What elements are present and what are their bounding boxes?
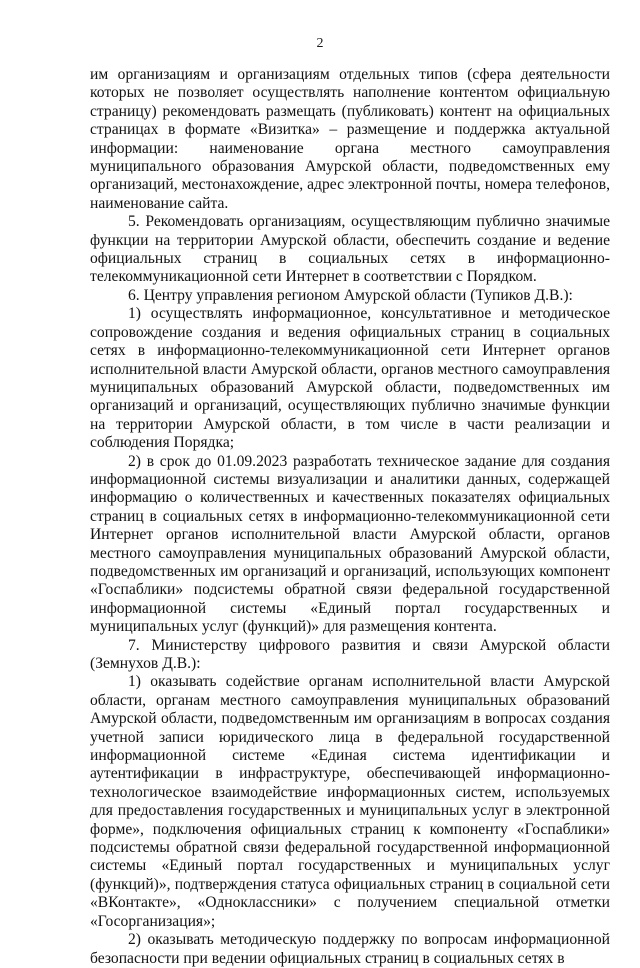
paragraph-item-7: 7. Министерству цифрового развития и связи Амурской области (Земнухов Д.В.): [90, 636, 610, 672]
document-body [90, 66, 610, 968]
paragraph-item-5: 5. Рекомендовать организациям, осуществляющим публично значимые функции на территории Амурской области, обеспечить создание и ведение официальных страниц в социальных сетях в информационно-телекоммуникационной сети Интернет в соответствии с Порядком. [90, 213, 610, 286]
paragraph-item-6-2: 2) в срок до 01.09.2023 разработать техническое задание для создания информационной системы визуализации и аналитики данных, содержащей информацию о количественных и качественных показателях официальных страниц в социальных сетях в информационно-телекоммуникационной сети Интернет органов исполнительной власти Амурской области, органов местного самоуправления муниципальных образований Амурской области, подведомственных им организаций и организаций, использующих компонент «Госпаблики» подсистемы обратной связи федеральной государственной информационной системы «Единый портал государственных и муниципальных услуг (функций)» для размещения контента. [90, 452, 610, 636]
paragraph-item-7-2: 2) оказывать методическую поддержку по вопросам информационной безопасности при ведении официальных страниц в социальных сетях в [90, 931, 610, 967]
page-number: 2 [316, 36, 324, 51]
paragraph-item-6-1: 1) осуществлять информационное, консультативное и методическое сопровождение создания и ведения официальных страниц в социальных сетях в информационно-телекоммуникационной сети Интернет органов исполнительной власти Амурской области, органов местного самоуправления муниципальных образований Амурской области, подведомственных им организаций и организаций, осуществляющих публично значимые функции на территории Амурской области, в том числе в части реализации и соблюдения Порядка; [90, 305, 610, 452]
paragraph-continuation: им организациям и организациям отдельных типов (сфера деятельности которых не позволяет осуществлять наполнение контентом официальную страницу) рекомендовать размещать (публиковать) контент на официальных страницах в формате «Визитка» – размещение и поддержка актуальной информации: наименование органа местного самоуправления муниципального образования Амурской области, подведомственных ему организаций, местонахождение, адрес электронной почты, номера телефонов, наименование сайта. [90, 66, 610, 212]
paragraph-item-6: 6. Центру управления регионом Амурской области (Тупиков Д.В.): [128, 286, 573, 304]
paragraph-item-7-1: 1) оказывать содействие органам исполнительной власти Амурской области, органам местного самоуправления муниципальных образований Амурской области, подведомственным им организациям в вопросах создания учетной записи юридического лица в федеральной государственной информационной системе «Единая система идентификации и аутентификации в инфраструктуре, обеспечивающей информационно-технологическое взаимодействие информационных систем, используемых для предоставления государственных и муниципальных услуг в электронной форме», подключения официальных страниц к компоненту «Госпаблики» подсистемы обратной связи федеральной государственной информационной системы «Единый портал государственных и муниципальных услуг (функций)», подтверждения статуса официальных страниц в социальной сети «ВКонтакте», «Одноклассники» с получением специальной отметки «Госорганизация»; [90, 673, 610, 930]
